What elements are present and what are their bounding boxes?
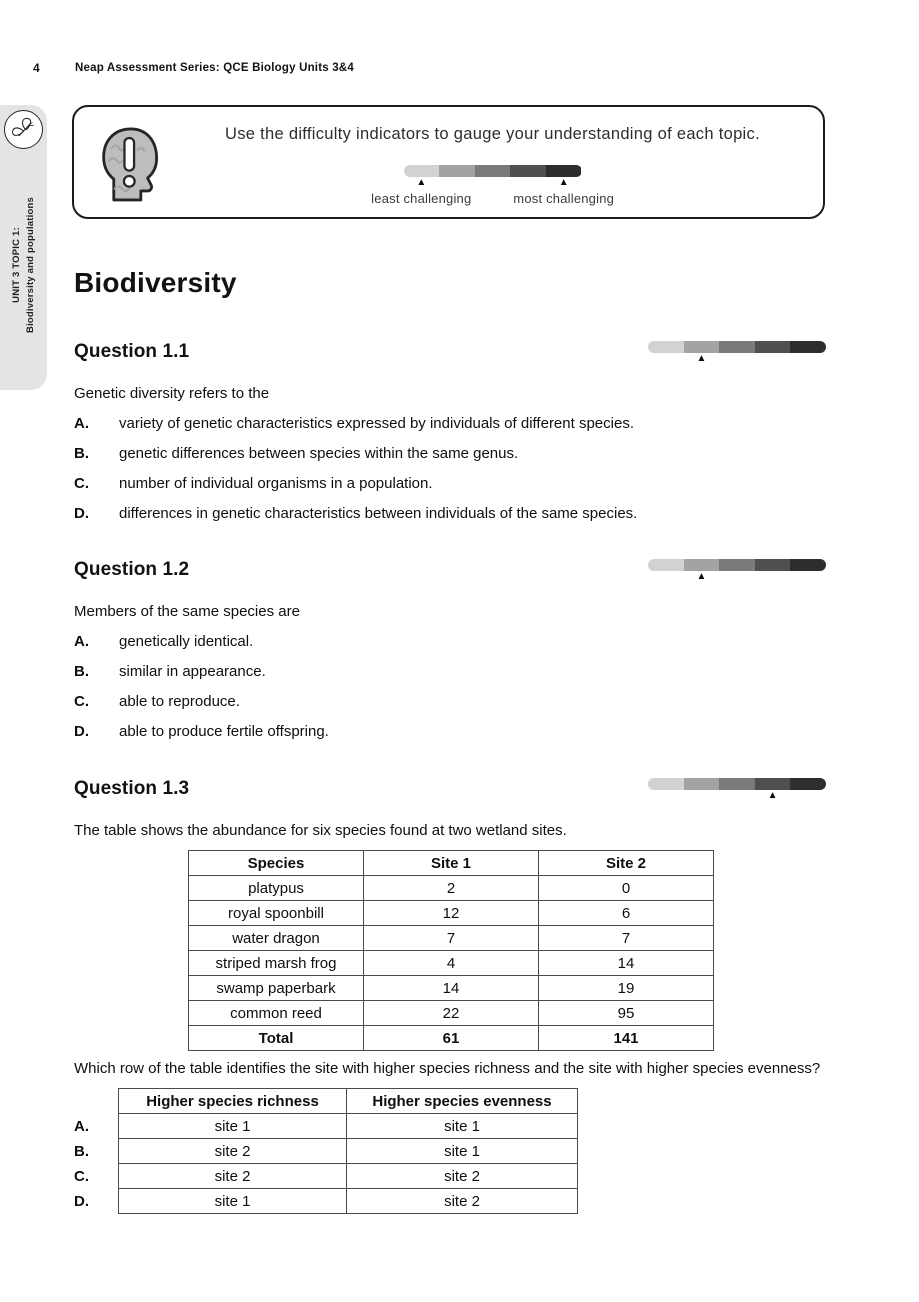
option-text: variety of genetic characteristics expressed by individuals of different species.: [119, 415, 634, 432]
difficulty-arrow-label: least challenging: [371, 191, 472, 206]
option-row: [74, 663, 826, 680]
option-text: number of individual organisms in a population.: [119, 475, 433, 492]
difficulty-arrow-icon: ▲: [416, 177, 427, 188]
option-letter: A.: [74, 415, 89, 432]
question-stem: The table shows the abundance for six species found at two wetland sites.: [74, 822, 567, 839]
table-cell: 0: [539, 876, 714, 901]
table-cell: water dragon: [189, 926, 364, 951]
table-cell: 7: [539, 926, 714, 951]
option-row: [74, 693, 826, 710]
table-cell: site 1: [119, 1114, 347, 1139]
question-title: Question 1.2: [74, 559, 190, 580]
difficulty-segment: [510, 165, 546, 177]
question-difficulty-indicator: [648, 778, 826, 804]
question-stem: Members of the same species are: [74, 603, 300, 620]
difficulty-bar-wrap: [371, 165, 615, 207]
option-text: similar in appearance.: [119, 663, 266, 680]
table-cell: 14: [539, 951, 714, 976]
species-abundance-table: [188, 850, 714, 1051]
option-letter: D.: [74, 723, 89, 740]
option-letter: A.: [74, 633, 89, 650]
table-cell: striped marsh frog: [189, 951, 364, 976]
difficulty-bar: [404, 165, 582, 177]
table-cell: 4: [364, 951, 539, 976]
option-row: [74, 505, 826, 522]
table-cell: 6: [539, 901, 714, 926]
table-cell: site 1: [347, 1114, 578, 1139]
difficulty-bar-wrap: [648, 778, 826, 804]
difficulty-legend-box: [72, 105, 825, 219]
difficulty-segment: [719, 559, 755, 571]
table-cell: 12: [364, 901, 539, 926]
option-letter: B.: [74, 1142, 89, 1160]
option-text: genetically identical.: [119, 633, 254, 650]
topic-label: Biodiversity and populations: [24, 196, 36, 333]
difficulty-arrow-icon: ▲: [696, 353, 707, 364]
page-header: [33, 61, 833, 77]
table-cell: platypus: [189, 876, 364, 901]
table-row: [189, 951, 714, 976]
table-cell: site 2: [119, 1164, 347, 1189]
difficulty-arrow-icon: ▲: [767, 790, 778, 801]
question-title: Question 1.1: [74, 341, 190, 362]
answer-options-table-holder: [74, 1088, 826, 1214]
option-letter: D.: [74, 1192, 89, 1210]
page-header-title: Neap Assessment Series: QCE Biology Units 3&4: [75, 62, 354, 74]
column-header: Site 2: [539, 851, 714, 876]
option-letter: C.: [74, 1167, 89, 1185]
difficulty-arrow-icon: ▲: [558, 177, 569, 188]
table-cell: site 2: [347, 1189, 578, 1214]
option-row: [74, 723, 826, 740]
option-text: differences in genetic characteristics between individuals of the same species.: [119, 505, 638, 522]
difficulty-segment: [404, 165, 440, 177]
table-cell: 61: [364, 1026, 539, 1051]
question-stem: Genetic diversity refers to the: [74, 385, 270, 402]
difficulty-bar: [648, 559, 826, 571]
difficulty-segment: [648, 559, 684, 571]
section-title: Biodiversity: [74, 267, 237, 298]
question-1-2-section: [74, 559, 826, 740]
difficulty-segment: [684, 341, 720, 353]
unit-topic-tab: [0, 105, 47, 390]
question-difficulty-indicator: [648, 341, 826, 367]
answer-row: [74, 1189, 578, 1214]
question-text: Which row of the table identifies the site with higher species richness and the site with higher species evenness?: [74, 1060, 821, 1077]
table-cell: royal spoonbill: [189, 901, 364, 926]
difficulty-legend-content: [174, 107, 811, 207]
difficulty-segment: [790, 341, 826, 353]
letter-spacer: [74, 1089, 119, 1114]
difficulty-arrow-label: most challenging: [513, 191, 615, 206]
option-letter: D.: [74, 505, 89, 522]
difficulty-segment: [719, 341, 755, 353]
table-header-row: [74, 1089, 578, 1114]
difficulty-segment: [439, 165, 475, 177]
table-cell: site 2: [119, 1139, 347, 1164]
option-row: [74, 445, 826, 462]
table-cell: site 1: [119, 1189, 347, 1214]
question-difficulty-indicator: [648, 559, 826, 585]
option-letter: B.: [74, 663, 89, 680]
table-row: [189, 901, 714, 926]
difficulty-segment: [755, 778, 791, 790]
table-header-row: [189, 851, 714, 876]
table-row: [189, 926, 714, 951]
difficulty-segment: [684, 559, 720, 571]
difficulty-segment: [719, 778, 755, 790]
table-cell: 22: [364, 1001, 539, 1026]
option-letter: C.: [74, 693, 89, 710]
difficulty-segment: [755, 559, 791, 571]
table-cell: swamp paperbark: [189, 976, 364, 1001]
difficulty-bar-wrap: [648, 341, 826, 367]
butterfly-icon: [4, 110, 43, 149]
column-header: Species: [189, 851, 364, 876]
table-cell: 141: [539, 1026, 714, 1051]
table-cell: site 2: [347, 1164, 578, 1189]
option-row: [74, 475, 826, 492]
table-row: [189, 876, 714, 901]
question-1-1-section: [74, 341, 826, 522]
question-1-3-section: [74, 778, 826, 1214]
difficulty-segment: [684, 778, 720, 790]
difficulty-legend-bar: [371, 165, 615, 207]
unit-topic-label: [9, 197, 38, 333]
table-total-row: [189, 1026, 714, 1051]
table-cell: 19: [539, 976, 714, 1001]
difficulty-segment: [648, 341, 684, 353]
difficulty-segment: [755, 341, 791, 353]
table-row: [189, 976, 714, 1001]
difficulty-segment: [790, 559, 826, 571]
options-list: [74, 415, 826, 522]
option-text: genetic differences between species within the same genus.: [119, 445, 519, 462]
option-row: [74, 415, 826, 432]
option-row: [74, 633, 826, 650]
table-cell: common reed: [189, 1001, 364, 1026]
unit-label: UNIT 3 TOPIC 1:: [10, 226, 22, 303]
answer-row: [74, 1139, 578, 1164]
head-exclamation-icon: [98, 122, 160, 213]
difficulty-arrow-icon: ▲: [696, 571, 707, 582]
difficulty-bar-wrap: [648, 559, 826, 585]
species-abundance-table-holder: [74, 850, 826, 1051]
table-cell: site 1: [347, 1139, 578, 1164]
table-cell: 7: [364, 926, 539, 951]
option-text: able to produce fertile offspring.: [119, 723, 329, 740]
option-letter: B.: [74, 445, 89, 462]
difficulty-instruction: Use the difficulty indicators to gauge your understanding of each topic.: [225, 125, 760, 143]
table-cell: 2: [364, 876, 539, 901]
difficulty-bar: [648, 778, 826, 790]
option-text: able to reproduce.: [119, 693, 240, 710]
table-row: [189, 1001, 714, 1026]
answer-row: [74, 1164, 578, 1189]
column-header: Site 1: [364, 851, 539, 876]
difficulty-bar: [648, 341, 826, 353]
difficulty-segment: [648, 778, 684, 790]
answer-row: [74, 1114, 578, 1139]
table-cell: 14: [364, 976, 539, 1001]
answer-options-table: [74, 1088, 578, 1214]
difficulty-segment: [475, 165, 511, 177]
page-number: 4: [33, 61, 40, 75]
column-header: Higher species evenness: [347, 1089, 578, 1114]
table-cell: 95: [539, 1001, 714, 1026]
option-letter: A.: [74, 1117, 89, 1135]
column-header: Higher species richness: [119, 1089, 347, 1114]
difficulty-segment: [546, 165, 582, 177]
options-list: [74, 633, 826, 740]
option-letter: C.: [74, 475, 89, 492]
table-cell: Total: [189, 1026, 364, 1051]
difficulty-segment: [790, 778, 826, 790]
question-title: Question 1.3: [74, 778, 190, 799]
